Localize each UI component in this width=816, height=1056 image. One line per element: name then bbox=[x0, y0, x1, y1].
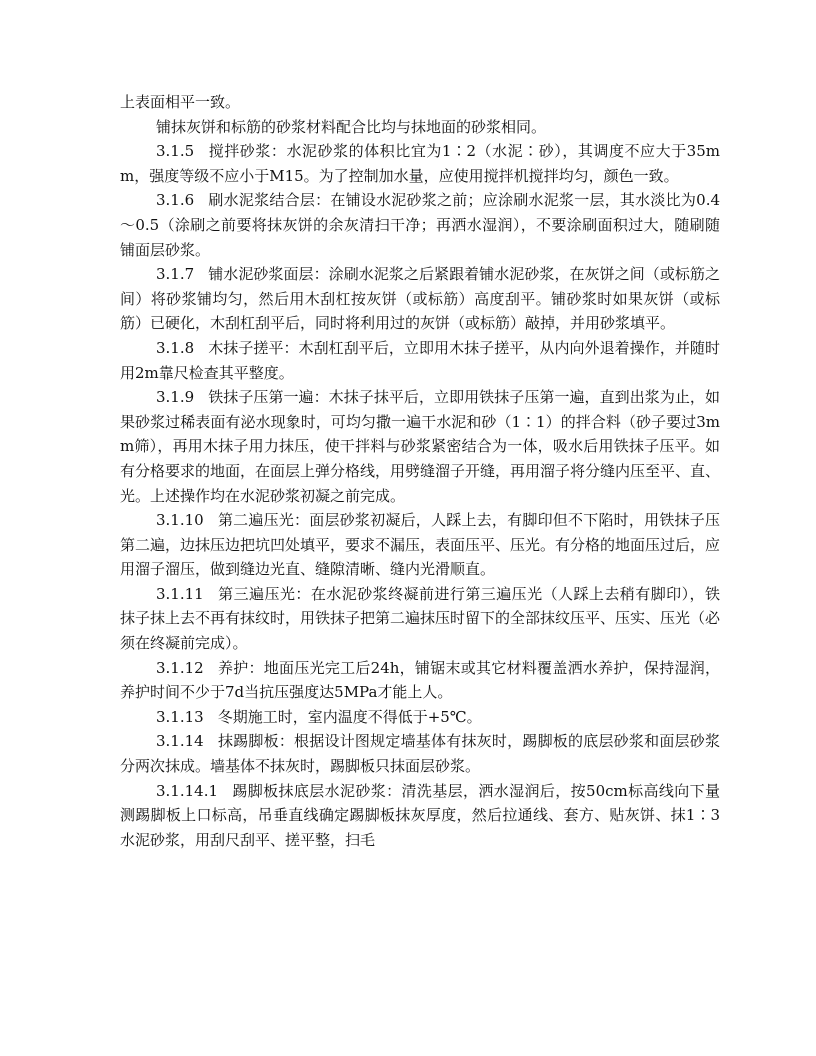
section-number: 3.1.8 bbox=[156, 338, 195, 357]
paragraph-3-1-7 bbox=[120, 262, 720, 336]
paragraph-3-1-8 bbox=[120, 336, 720, 385]
paragraph-3-1-9 bbox=[120, 385, 720, 508]
paragraph-3-1-13 bbox=[120, 705, 720, 730]
document-body bbox=[120, 90, 720, 852]
paragraph-3-1-5 bbox=[120, 139, 720, 188]
section-number: 3.1.14 bbox=[156, 732, 204, 751]
paragraph-text: 踢脚板抹底层水泥砂浆：清洗基层，洒水湿润后，按50cm标高线向下量测踢脚板上口标高，吊垂直线确定踢脚板抹灰厚度，然后拉通线、套方、贴灰饼、抹1∶3水泥砂浆，用刮尺刮平、搓平整，扫毛 bbox=[120, 781, 720, 849]
paragraph-text: 冬期施工时，室内温度不得低于+5℃。 bbox=[217, 707, 482, 726]
paragraph-3-1-14-1 bbox=[120, 779, 720, 853]
paragraph-3-1-14 bbox=[120, 729, 720, 778]
paragraph-3-1-6 bbox=[120, 188, 720, 262]
paragraph-text: 木抹子搓平：木刮杠刮平后，立即用木抹子搓平，从内向外退着操作，并随时用2m靠尺检查其平整度。 bbox=[120, 338, 720, 382]
section-number: 3.1.5 bbox=[156, 142, 195, 161]
paragraph-text: 铁抹子压第一遍：木抹子抹平后，立即用铁抹子压第一遍，直到出浆为止，如果砂浆过稀表面有泌水现象时，可均匀撒一遍干水泥和砂（1∶1）的拌合料（砂子要过3mm筛），再用木抹子用力抹压，使干拌料与砂浆紧密结合为一体，吸水后用铁抹子压平。如有分格要求的地面，在面层上弹分格线，用劈缝溜子开缝，再用溜子将分缝内压至平、直、光。上述操作均在水泥砂浆初凝之前完成。 bbox=[120, 388, 721, 505]
section-number: 3.1.6 bbox=[156, 191, 195, 210]
section-number: 3.1.12 bbox=[156, 658, 204, 677]
section-number: 3.1.10 bbox=[156, 511, 204, 530]
paragraph-text: 第二遍压光：面层砂浆初凝后，人踩上去，有脚印但不下陷时，用铁抹子压第二遍，边抹压边把坑凹处填平，要求不漏压，表面压平、压光。有分格的地面压过后，应用溜子溜压，做到缝边光直、缝隙清晰、缝内光滑顺直。 bbox=[120, 511, 721, 579]
paragraph-text: 抹踢脚板：根据设计图规定墙基体有抹灰时，踢脚板的底层砂浆和面层砂浆分两次抹成。墙基体不抹灰时，踢脚板只抹面层砂浆。 bbox=[120, 732, 720, 776]
paragraph-mortar-mix bbox=[120, 115, 720, 140]
section-number: 3.1.9 bbox=[156, 388, 195, 407]
paragraph-text: 上表面相平一致。 bbox=[120, 93, 241, 111]
paragraph-text: 搅拌砂浆：水泥砂浆的体积比宜为1∶2（水泥∶砂），其调度不应大于35mm，强度等级不应小于M15。为了控制加水量，应使用搅拌机搅拌均匀，颜色一致。 bbox=[120, 142, 720, 185]
paragraph-3-1-12 bbox=[120, 656, 720, 705]
paragraph-text: 第三遍压光：在水泥砂浆终凝前进行第三遍压光（人踩上去稍有脚印），铁抹子抹上去不再有抹纹时，用铁抹子把第二遍抹压时留下的全部抹纹压平、压实、压光（必须在终凝前完成）。 bbox=[120, 584, 721, 653]
section-number: 3.1.13 bbox=[156, 707, 204, 726]
paragraph-3-1-11 bbox=[120, 582, 720, 656]
paragraph-continuation bbox=[120, 90, 720, 115]
section-number: 3.1.14.1 bbox=[156, 781, 219, 800]
paragraph-text: 铺抹灰饼和标筋的砂浆材料配合比均与抹地面的砂浆相同。 bbox=[156, 117, 547, 136]
paragraph-3-1-10 bbox=[120, 508, 720, 582]
paragraph-text: 铺水泥砂浆面层：涂刷水泥浆之后紧跟着铺水泥砂浆，在灰饼之间（或标筋之间）将砂浆铺均匀，然后用木刮杠按灰饼（或标筋）高度刮平。铺砂浆时如果灰饼（或标筋）已硬化，木刮杠刮平后，同时将利用过的灰饼（或标筋）敲掉，并用砂浆填平。 bbox=[120, 265, 720, 333]
paragraph-text: 刷水泥浆结合层：在铺设水泥砂浆之前；应涂刷水泥浆一层，其水淡比为0.4～0.5（涂刷之前要将抹灰饼的余灰清扫干净；再洒水湿润），不要涂刷面积过大，随刷随铺面层砂浆。 bbox=[120, 191, 720, 259]
paragraph-text: 养护：地面压光完工后24h，铺锯末或其它材料覆盖洒水养护，保持湿润，养护时间不少于7d当抗压强度达5MPa才能上人。 bbox=[120, 658, 720, 702]
section-number: 3.1.7 bbox=[156, 265, 195, 284]
section-number: 3.1.11 bbox=[156, 584, 204, 603]
